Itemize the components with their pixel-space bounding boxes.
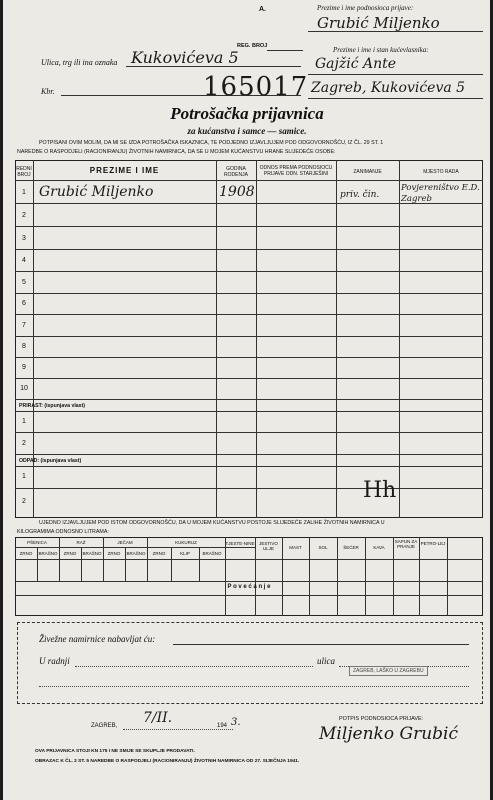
- signature-label: POTPIS PODNOSIOCA PRIJAVE:: [339, 716, 424, 722]
- prirast-label: PRIRAST: (ispunjava vlast): [19, 403, 86, 409]
- grain-subheader: BRAŠNO: [82, 551, 102, 556]
- persons-table: [15, 160, 483, 518]
- item-header: ŠEĆER: [343, 545, 359, 550]
- stock-text-2: KILOGRAMIMA ODNOSNO LITRAMA:: [17, 529, 109, 535]
- date-value: 7/II.: [143, 710, 173, 726]
- row-number: 7: [22, 322, 26, 329]
- grain-subheader: ZRNO: [19, 551, 33, 556]
- serial-number: 165017: [203, 72, 309, 102]
- grain-subheader: ZRNO: [107, 551, 121, 556]
- row-number: 3: [22, 235, 26, 242]
- person-occupation: priv. čin.: [340, 190, 380, 200]
- row-number: 10: [20, 385, 28, 392]
- header-birth-year: GODINA RODENJA: [224, 166, 248, 178]
- stamp: ZAGREB, LAŠKO U ZAGREBU: [349, 666, 428, 676]
- header-relation: ODNOS PREMA PODNOSIOCU PRIJAVE ODN. STARJEŠINI: [259, 165, 333, 177]
- row-number: 2: [22, 212, 26, 219]
- year-suffix: 194: [217, 723, 228, 729]
- item-header: SAPUN ZA PRANJE: [394, 539, 418, 549]
- header-ordinal: REDNI BROJ: [16, 166, 32, 178]
- signature: Miljenko Grubić: [319, 724, 458, 744]
- grain-header: RAŽ: [76, 540, 86, 545]
- street-label: Ulica, trg ili ina oznaka: [41, 58, 118, 67]
- item-header: SOL: [318, 545, 328, 550]
- header-occupation: ZANIMANJE: [353, 169, 382, 175]
- kbr-label: Kbr.: [41, 87, 55, 96]
- form-letter: A.: [259, 6, 266, 13]
- row-number: 1: [22, 473, 26, 480]
- owner-address: Zagreb, Kukovićeva 5: [311, 80, 466, 96]
- item-header: KAVA: [373, 545, 385, 550]
- form-subtitle: za kućanstva i samce — samice.: [187, 126, 307, 136]
- person-workplace: Povjereništvo E.D. Zagreb: [401, 183, 480, 204]
- row-number: 5: [22, 279, 26, 286]
- footer-2: OBRAZAC K ČL. 2 ST. 5 NAREDBE O RASPODJELI (RACIONIRANJU) ŽIVOTNIH NAMIRNICA OD 27. SIJEČNJA 1941.: [35, 759, 300, 764]
- owner-label: Prezime i ime i stan kućevlasnika:: [333, 46, 429, 54]
- supply-label: Živežne namirnice nabavljat ću:: [39, 634, 156, 644]
- row-number: 4: [22, 257, 26, 264]
- row-number: 1: [22, 418, 26, 425]
- u-radnji-label: U radnji: [39, 656, 70, 666]
- row-number: 1: [22, 189, 26, 196]
- grain-subheader: KLIP: [180, 551, 190, 556]
- row-number: 8: [22, 343, 26, 350]
- intro-text-2: NAREDBE O RASPODJELI (RACIONIRANJU) ŽIVOTNIH NAMIRNICA, DA SE U MOJEM KUĆANSTVU HRANE SLIJEDEĆE OSOBE:: [17, 149, 336, 155]
- reg-broj-label: REG. BROJ: [237, 43, 268, 49]
- form-title: Potrošačka prijavnica: [170, 104, 324, 123]
- year-handwritten: 3.: [231, 717, 241, 728]
- grain-subheader: BRAŠNO: [202, 551, 222, 556]
- header-name: PREZIME I IME: [89, 166, 160, 175]
- stock-text-1: UJEDNO IZJAVLJUJEM POD ISTOM ODGOVORNOŠĆU, DA U MOJEM KUĆANSTVU POSTOJE SLIJEDEĆE ZALIHE ŽIVOTNIH NAMIRNICA U: [39, 520, 385, 526]
- row-number: 2: [22, 498, 26, 505]
- item-header: JESTIVO ULJE: [259, 541, 278, 551]
- item-header: MAST: [289, 545, 302, 550]
- item-header: PETRO-LEJ: [420, 541, 446, 546]
- grain-header: PŠENICA: [27, 540, 47, 545]
- person-birth-year: 1908: [219, 184, 255, 200]
- header-workplace: MJESTO RADA: [423, 169, 459, 175]
- person-name: Grubić Miljenko: [39, 184, 154, 200]
- owner-name: Gajžić Ante: [315, 56, 397, 72]
- item-header: TJESTE-NINE: [225, 541, 255, 546]
- form-paper: [3, 0, 490, 800]
- footer-1: OVA PRIJAVNICA STOJI KN 175 I NE SMIJE SE SKUPLJE PRODAVATI.: [35, 749, 195, 754]
- row-number: 9: [22, 364, 26, 371]
- applicant-value: Grubić Miljenko: [317, 14, 440, 32]
- row-number: 2: [22, 440, 26, 447]
- street-value: Kukovićeva 5: [131, 48, 239, 67]
- applicant-label: Prezime i ime podnosioca prijave:: [317, 4, 414, 12]
- place-label: ZAGREB,: [91, 723, 118, 729]
- povecanje-label: P o v e ć a n j e: [227, 584, 271, 590]
- row-number: 6: [22, 300, 26, 307]
- odpad-label: ODPAD: (ispunjava vlast): [19, 458, 82, 464]
- grain-subheader: ZRNO: [63, 551, 77, 556]
- grain-subheader: ZRNO: [152, 551, 166, 556]
- odpad-initials: Hh: [363, 478, 397, 503]
- ulica-label: ulica: [317, 656, 335, 666]
- grain-header: KUKURUZ: [175, 540, 197, 545]
- intro-text-1: POTPISANI OVIM MOLIM, DA MI SE IZDA POTROŠAČKA ISKAZNICA, TE PODJEDNO IZJAVLJUJEM POD ODGOVORNOŠĆU, IZ ČL. 29 ST. 1: [39, 140, 384, 146]
- grain-subheader: BRAŠNO: [38, 551, 58, 556]
- grain-header: JEČAM: [117, 540, 133, 545]
- grain-subheader: BRAŠNO: [126, 551, 146, 556]
